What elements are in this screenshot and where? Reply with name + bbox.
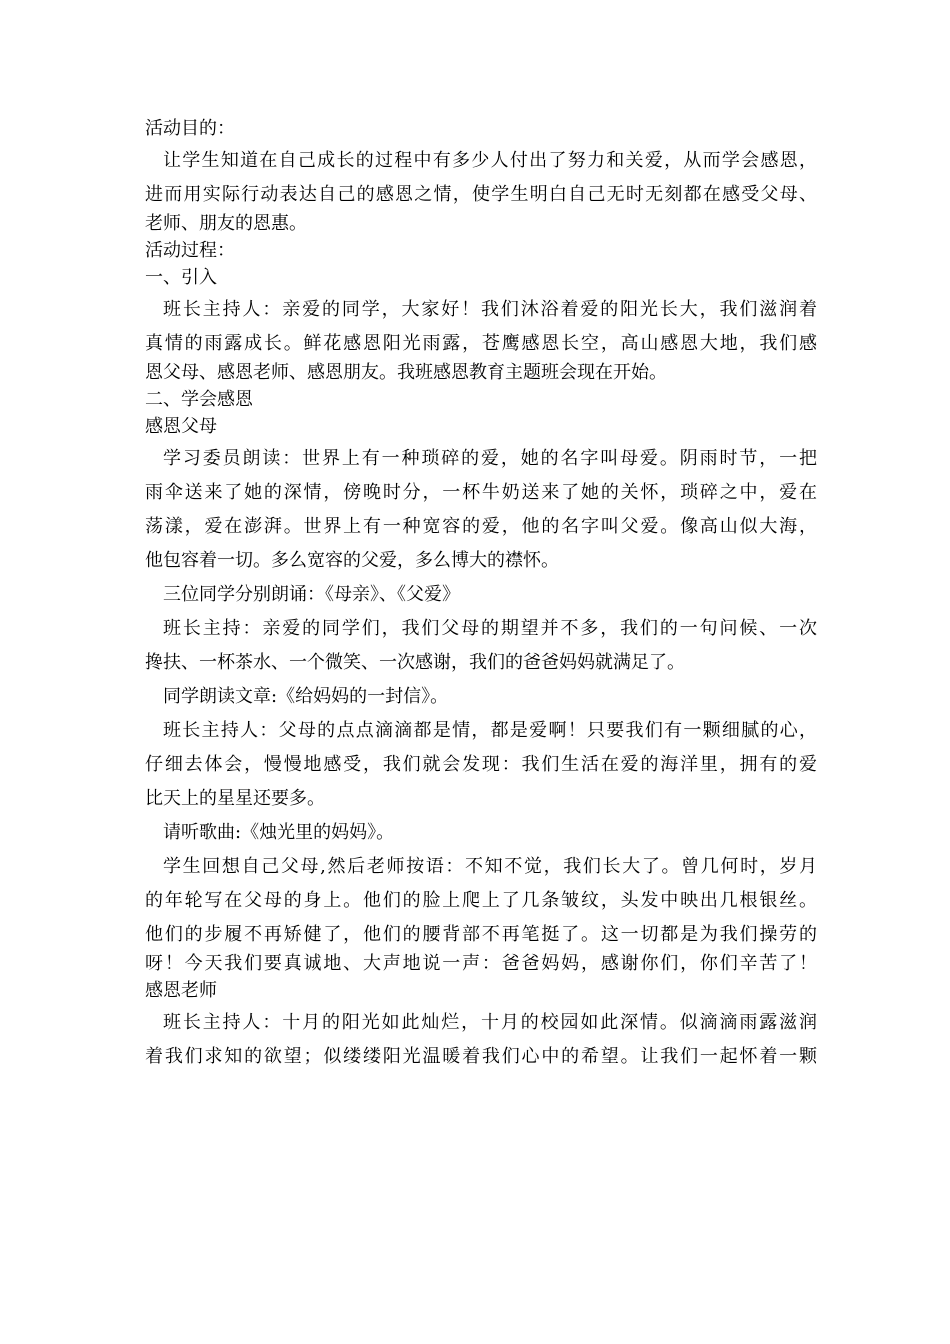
- heading-activity-purpose: 活动目的：: [145, 118, 235, 139]
- paragraph-line: 比天上的星星还要多。: [145, 788, 325, 809]
- paragraph-line: 他们的步履不再矫健了，他们的腰背部不再笔挺了。这一切都是为我们操劳的: [145, 924, 817, 945]
- heading-thank-parents: 感恩父母: [145, 416, 217, 437]
- heading-learn-gratitude: 二、学会感恩: [145, 389, 253, 410]
- paragraph-line: 荡漾，爱在澎湃。世界上有一种宽容的爱，他的名字叫父爱。像高山似大海，: [145, 516, 817, 537]
- paragraph-line: 班长主持人：十月的阳光如此灿烂，十月的校园如此深情。似滴滴雨露滋润: [163, 1012, 817, 1033]
- paragraph-line: 同学朗读文章:《给妈妈的一封信》。: [163, 686, 449, 707]
- paragraph-line: 着我们求知的欲望；似缕缕阳光温暖着我们心中的希望。让我们一起怀着一颗: [145, 1046, 817, 1067]
- paragraph-line: 班长主持人：亲爱的同学，大家好！我们沐浴着爱的阳光长大，我们滋润着: [163, 299, 817, 320]
- document-page: [145, 117, 817, 1074]
- paragraph-line: 请听歌曲:《烛光里的妈妈》。: [163, 822, 395, 843]
- paragraph-line: 仔细去体会，慢慢地感受，我们就会发现：我们生活在爱的海洋里，拥有的爱: [145, 754, 817, 775]
- paragraph-line: 让学生知道在自己成长的过程中有多少人付出了努力和关爱，从而学会感恩，: [163, 150, 817, 171]
- paragraph-line: 班长主持：亲爱的同学们，我们父母的期望并不多，我们的一句问候、一次: [163, 618, 817, 639]
- paragraph-line: 学生回想自己父母,然后老师按语：不知不觉，我们长大了。曾几何时，岁月: [163, 856, 817, 877]
- paragraph-line: 学习委员朗读：世界上有一种琐碎的爱，她的名字叫母爱。阴雨时节，一把: [163, 448, 817, 469]
- paragraph-line: 恩父母、感恩老师、感恩朋友。我班感恩教育主题班会现在开始。: [145, 362, 667, 383]
- heading-thank-teachers: 感恩老师: [145, 980, 217, 1001]
- paragraph-line: 三位同学分别朗诵：《母亲》、《父爱》: [163, 584, 460, 605]
- paragraph-line: 老师、朋友的恩惠。: [145, 213, 307, 234]
- paragraph-line: 的年轮写在父母的身上。他们的脸上爬上了几条皱纹，头发中映出几根银丝。: [145, 890, 817, 911]
- paragraph-line: 搀扶、一杯茶水、一个微笑、一次感谢，我们的爸爸妈妈就满足了。: [145, 652, 685, 673]
- paragraph-line: 进而用实际行动表达自己的感恩之情，使学生明白自己无时无刻都在感受父母、: [145, 184, 817, 205]
- paragraph-line: 他包容着一切。多么宽容的父爱，多么博大的襟怀。: [145, 550, 559, 571]
- paragraph-line: 雨伞送来了她的深情，傍晚时分，一杯牛奶送来了她的关怀，琐碎之中，爱在: [145, 482, 817, 503]
- paragraph-line: 真情的雨露成长。鲜花感恩阳光雨露，苍鹰感恩长空，高山感恩大地，我们感: [145, 333, 817, 354]
- paragraph-line: 班长主持人：父母的点点滴滴都是情，都是爱啊！只要我们有一颗细腻的心，: [163, 720, 817, 741]
- heading-activity-process: 活动过程：: [145, 240, 235, 261]
- heading-introduction: 一、引入: [145, 267, 217, 288]
- paragraph-line: 呀！今天我们要真诚地、大声地说一声：爸爸妈妈，感谢你们，你们辛苦了！: [145, 953, 817, 974]
